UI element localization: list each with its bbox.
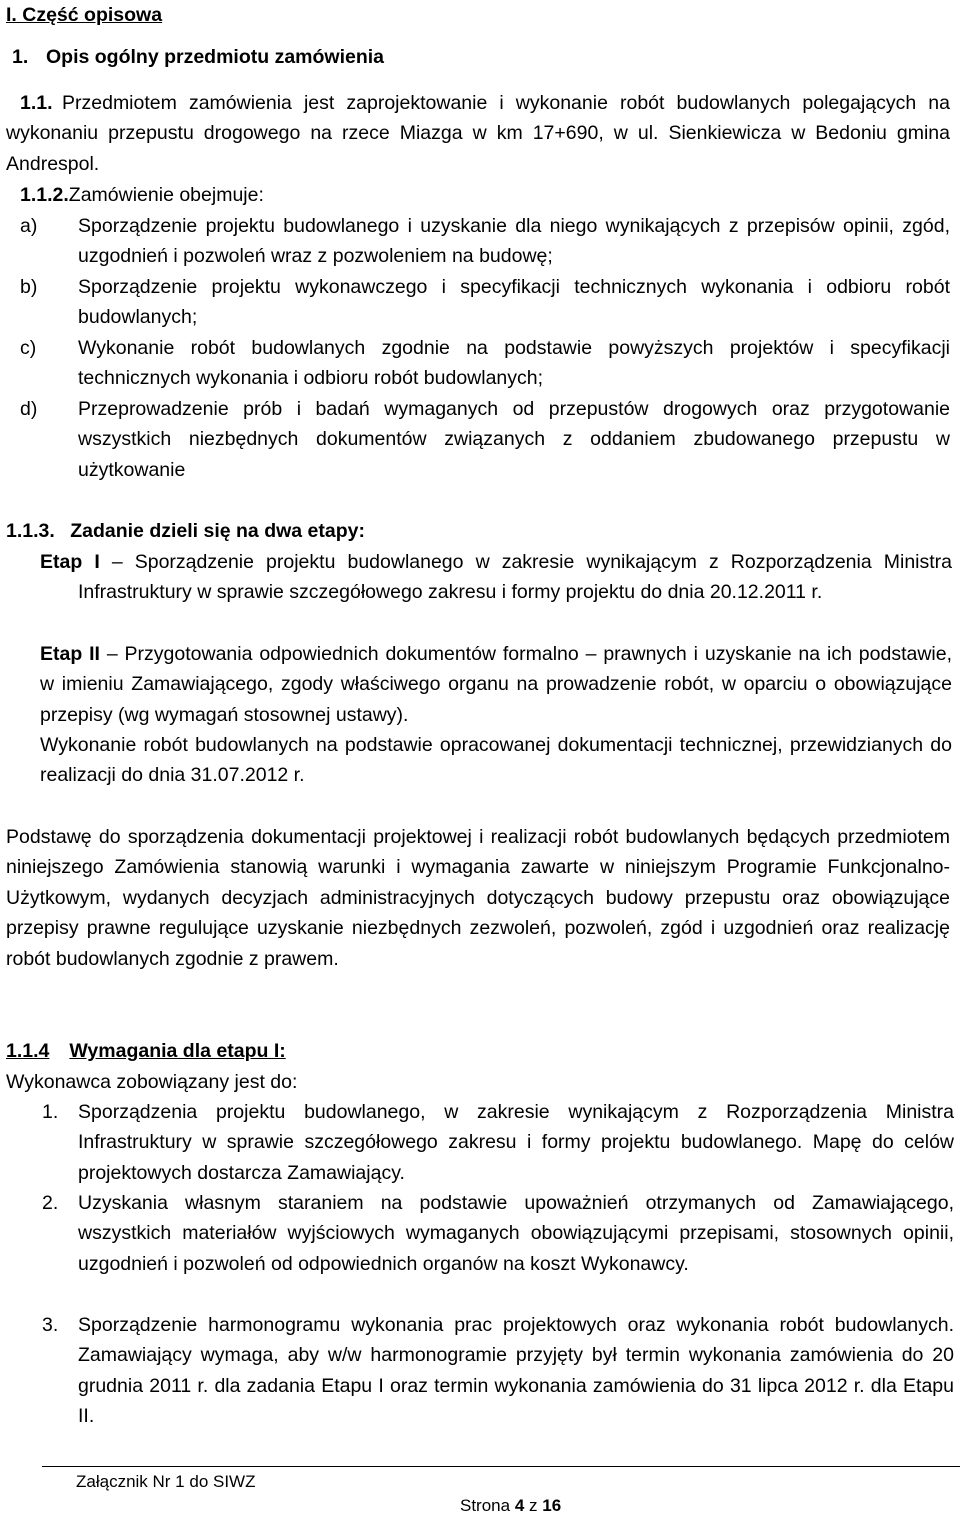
paragraph-1-1-2-heading (20, 180, 264, 210)
page-counter (460, 1494, 561, 1518)
stage-2-execution-text: Wykonanie robót budowlanych na podstawie opracowanej dokumentacji technicznej, przewidzianych do realizacji do dnia 31.07.2012 r. (40, 734, 952, 787)
list-item-label: b) (20, 276, 38, 298)
paragraph-1-1-4-heading (6, 1036, 286, 1066)
paragraph-number: 1.1.4 (6, 1040, 50, 1062)
paragraph-1-1 (6, 88, 950, 179)
list-item-label: 1. (42, 1101, 59, 1123)
list-item-text: Przeprowadzenie prób i badań wymaganych od przepustów drogowych oraz przygotowanie wszystkich niezbędnych dokumentów związanych z oddaniem zbudowanego przepustu w użytkowanie (78, 398, 950, 481)
paragraph-intro: Zamówienie obejmuje: (68, 184, 264, 206)
paragraph-text: Przedmiotem zamówienia jest zaprojektowanie i wykonanie robót budowlanych polegających na wykonaniu przepustu drogowego na rzece Miazga w km 17+690, w ul. Sienkiewicza w Bedoniu gmina Andrespol. (6, 92, 950, 175)
list-item-text: Sporządzenia projektu budowlanego, w zakresie wynikającym z Rozporządzenia Ministra Infrastruktury w sprawie szczegółowego zakresu i formy projektu budowlanego. Mapę do celów projektowych dostarcza Zamawiający. (78, 1101, 954, 1184)
page-number: 4 (514, 1496, 525, 1515)
list-item-text: Wykonanie robót budowlanych zgodnie na podstawie powyższych projektów i specyfikacji technicznych wykonania i odbioru robót budowlanych; (78, 337, 950, 390)
paragraph-intro: Wykonawca zobowiązany jest do: (6, 1071, 298, 1093)
list-item-label: c) (20, 337, 37, 359)
paragraph-number: 1.1.2. (20, 184, 69, 206)
stage-2-text (40, 639, 952, 730)
paragraph-title: Zadanie dzieli się na dwa etapy: (70, 520, 365, 542)
list-item-label: a) (20, 215, 38, 237)
section-heading: I. Część opisowa (6, 4, 163, 26)
stage-description: – Sporządzenie projektu budowlanego w zakresie wynikającym z Rozporządzenia Ministra Infrastruktury w sprawie szczegółowego zakresu i formy projektu do dnia 20.12.2011 r. (78, 551, 953, 604)
stage-description: – Przygotowania odpowiednich dokumentów formalno – prawnych i uzyskanie na ich podstawie, w imieniu Zamawiającego, zgody właściwego organu na prowadzenie robót, w oparciu o obowiązujące przepisy (wg wymagań stosownej ustawy). (40, 643, 953, 726)
list-item-text: Sporządzenie projektu wykonawczego i specyfikacji technicznych wykonania i odbioru robót budowlanych; (78, 276, 950, 329)
stage-1-text (40, 547, 952, 608)
stage-label: Etap II (40, 643, 100, 665)
paragraph-1-1-3-heading (6, 516, 365, 546)
list-item-label: d) (20, 398, 38, 420)
list-item-label: 3. (42, 1314, 59, 1336)
list-item-text: Sporządzenie harmonogramu wykonania prac projektowych oraz wykonania robót budowlanych. Zamawiający wymaga, aby w/w harmonogramie przyjęty był termin wykonania zamówienia do 20 grudnia 2011 r. dla zadania Etapu I oraz termin wykonania zamówienia do 31 lipca 2012 r. dla Etapu II. (78, 1314, 954, 1428)
list-item-text: Uzyskania własnym staraniem na podstawie upoważnień otrzymanych od Zamawiającego, wszystkich materiałów wyjściowych wymaganych obowiązującymi przepisami, stosownych opinii, uzgodnień i pozwoleń od odpowiednich organów na koszt Wykonawcy. (78, 1192, 954, 1275)
footer-attachment: Załącznik Nr 1 do SIWZ (76, 1472, 256, 1491)
basis-paragraph: Podstawę do sporządzenia dokumentacji projektowej i realizacji robót budowlanych będących przedmiotem niniejszego Zamówienia stanowią warunki i wymagania zawarte w niniejszym Programie Funkcjonalno-Użytkowym, wydanych decyzjach administracyjnych dotyczących budowy przepustu oraz obowiązujące przepisy prawne regulujące uzyskanie niezbędnych zezwoleń, pozwoleń, zgód i uzgodnień oraz realizację robót budowlanych zgodnie z prawem. (6, 826, 950, 970)
subsection-title: Opis ogólny przedmiotu zamówienia (46, 46, 385, 68)
footer-divider (42, 1466, 960, 1467)
page-word: Strona (460, 1496, 511, 1515)
paragraph-number: 1.1.3. (6, 520, 55, 542)
page-total: 16 (542, 1496, 562, 1515)
subsection-number: 1. (12, 46, 29, 68)
list-item-text: Sporządzenie projektu budowlanego i uzyskanie dla niego wynikających z przepisów opinii, zgód, uzgodnień i pozwoleń wraz z pozwoleniem na budowę; (78, 215, 950, 268)
stage-label: Etap I (40, 551, 100, 573)
list-item-label: 2. (42, 1192, 59, 1214)
page-separator: z (529, 1496, 538, 1515)
paragraph-number: 1.1. (20, 92, 53, 114)
paragraph-title: Wymagania dla etapu I: (69, 1040, 286, 1062)
